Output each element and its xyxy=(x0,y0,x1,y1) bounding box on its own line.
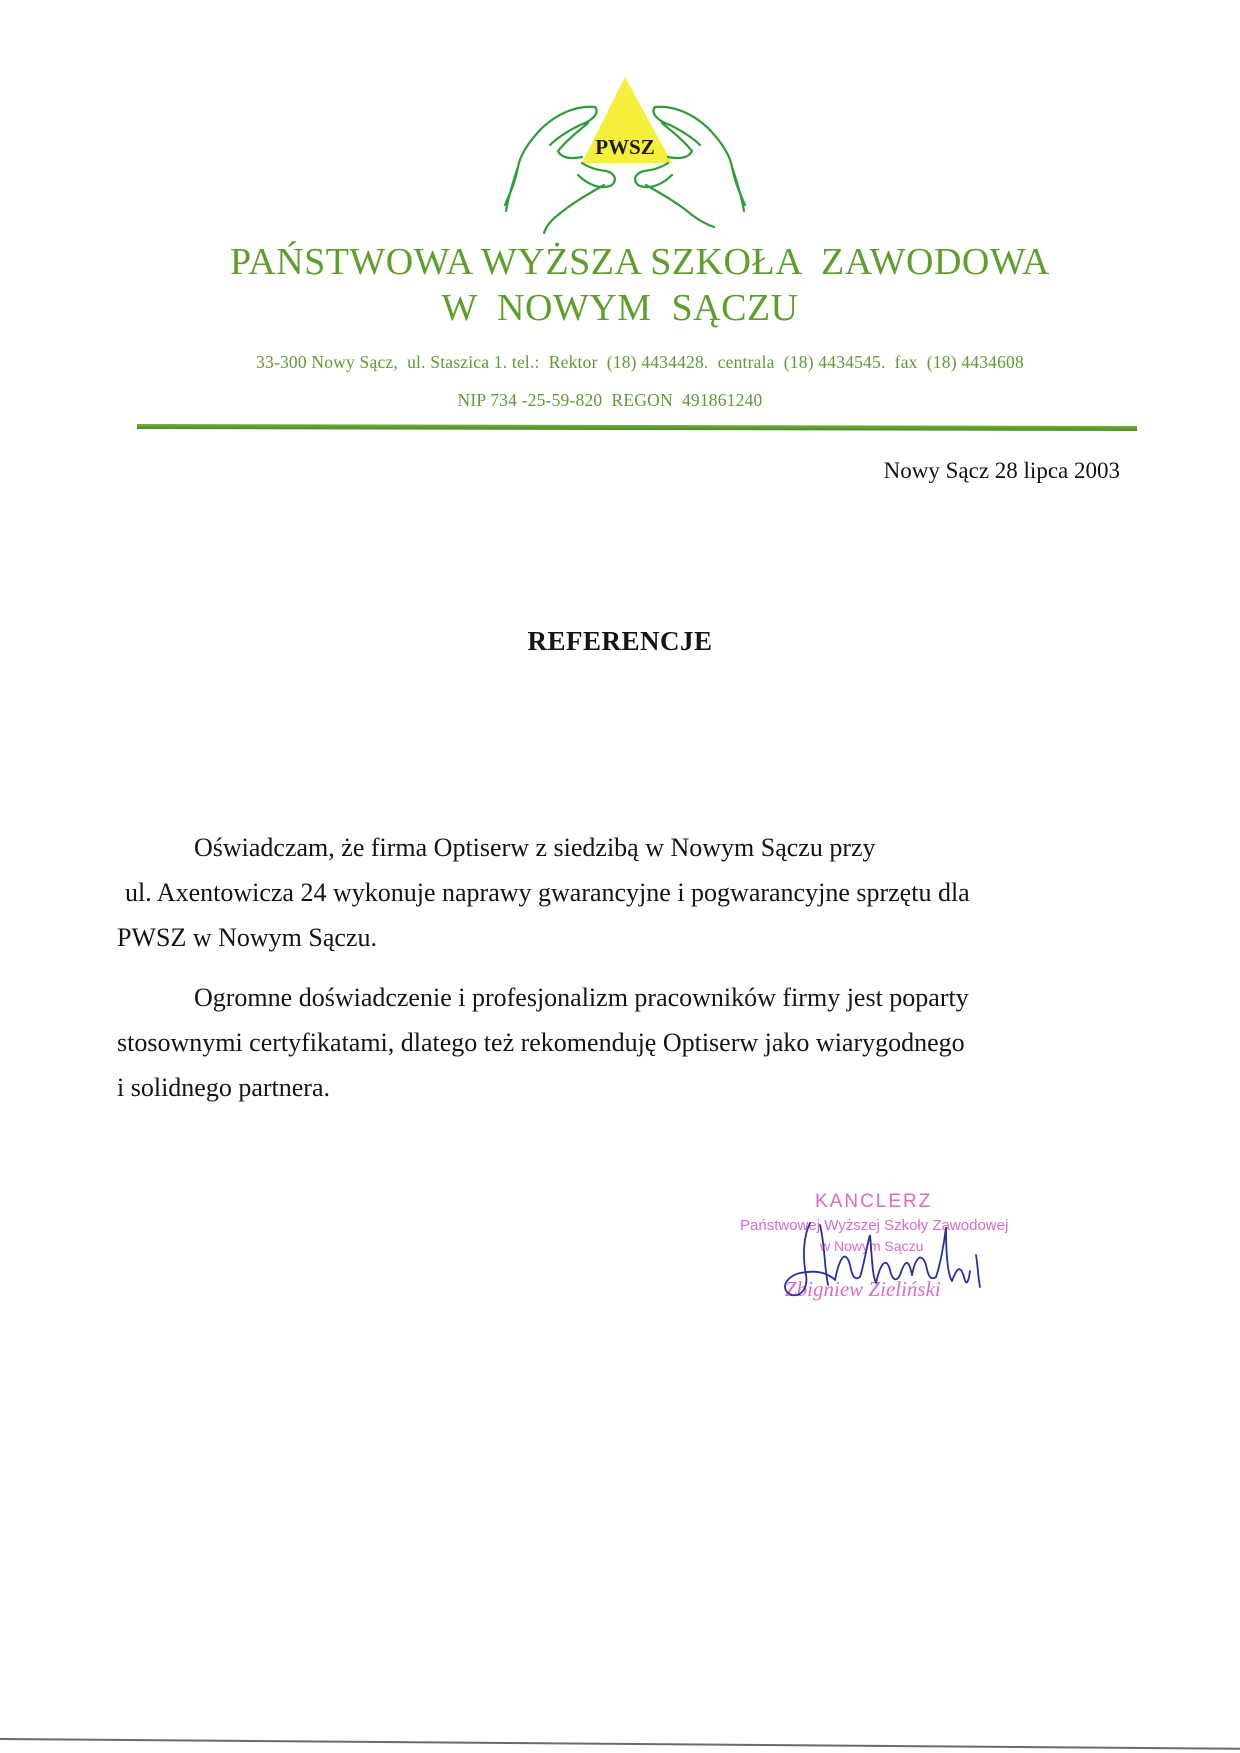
letter-title: REFERENCJE xyxy=(527,626,713,656)
stamp-organization: Państwowej Wyższej Szkoły Zawodowej xyxy=(740,1217,1009,1234)
stamp-city: w Nowym Sączu xyxy=(820,1238,924,1254)
paragraph-line: i solidnego partnera. xyxy=(117,1073,330,1102)
paragraph-line: ul. Axentowicza 24 wykonuje naprawy gwarancyjne i pogwarancyjne sprzętu dla xyxy=(125,878,970,907)
page-edge-line xyxy=(0,1738,1240,1750)
logo-text: PWSZ xyxy=(595,135,655,159)
stamp-name: Zbigniew Zieliński xyxy=(785,1277,941,1301)
header-divider xyxy=(137,424,1137,431)
signature xyxy=(780,1215,1000,1305)
institution-name: PAŃSTWOWA WYŻSZA SZKOŁA ZAWODOWA xyxy=(230,241,1050,283)
paragraph-1 xyxy=(117,825,1077,960)
contact-tax-ids: NIP 734 -25-59-820 REGON 491861240 xyxy=(457,390,763,410)
paragraph-line: PWSZ w Nowym Sączu. xyxy=(117,923,377,952)
stamp-title: KANCLERZ xyxy=(815,1191,933,1212)
handwritten-signature-icon xyxy=(780,1215,1000,1305)
paragraph-line: Ogromne doświadczenie i profesjonalizm pracowników firmy jest poparty xyxy=(194,983,969,1012)
contact-address: 33-300 Nowy Sącz, ul. Staszica 1. tel.: Rektor (18) 4434428. centrala (18) 4434545. fax (18) 4434608 xyxy=(256,352,1024,372)
institution-city: W NOWYM SĄCZU xyxy=(441,287,799,329)
letter-date: Nowy Sącz 28 lipca 2003 xyxy=(883,458,1120,483)
paragraph-line: stosownymi certyfikatami, dlatego też rekomenduję Optiserw jako wiarygodnego xyxy=(117,1028,965,1057)
paragraph-2 xyxy=(117,975,1077,1110)
paragraph-line: Oświadczam, że firma Optiserw z siedzibą w Nowym Sączu przy xyxy=(194,833,876,862)
